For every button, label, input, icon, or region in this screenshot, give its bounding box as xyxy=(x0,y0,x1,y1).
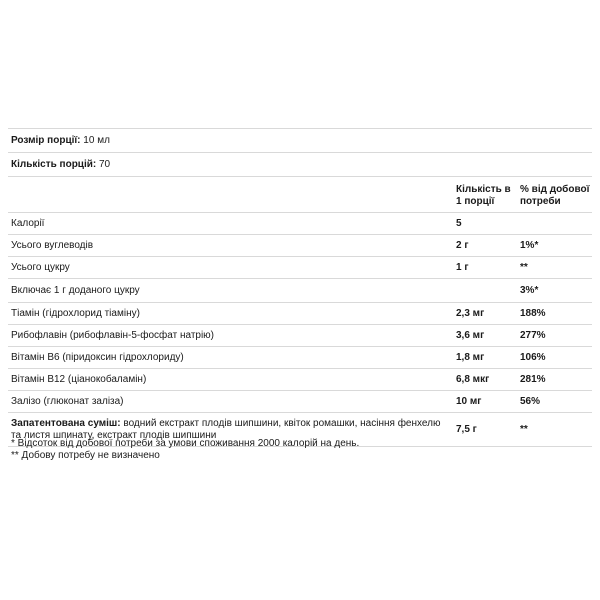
footnote-daily-value: * Відсоток від добової потреби за умови споживання 2000 калорій на день. xyxy=(11,438,360,449)
row-amount: 1 г xyxy=(456,261,469,273)
table-row xyxy=(8,369,592,391)
row-percent: ** xyxy=(520,261,528,273)
supplement-facts-table xyxy=(8,128,592,447)
table-row xyxy=(8,391,592,413)
row-amount: 6,8 мкг xyxy=(456,373,490,385)
serving-size-value: 10 мл xyxy=(83,135,110,146)
row-name: Вітамін B12 (ціанокобаламін) xyxy=(11,373,147,385)
row-percent: 56% xyxy=(520,395,541,407)
row-amount: 3,6 мг xyxy=(456,329,485,341)
row-name: Калорії xyxy=(11,217,45,229)
row-amount: 2 г xyxy=(456,239,469,251)
blend-ingredients: водний екстракт плодів шипшини, квіток ромашки, насіння фенхелю та листя шпинату, екстракт плодів шипшини xyxy=(11,418,441,441)
table-row xyxy=(8,279,592,303)
serving-size-label: Розмір порції: xyxy=(11,135,81,146)
row-percent: 277% xyxy=(520,329,546,341)
table-row xyxy=(8,213,592,235)
row-amount: 10 мг xyxy=(456,395,482,407)
table-row xyxy=(8,347,592,369)
row-name: Включає 1 г доданого цукру xyxy=(11,284,140,296)
row-name: Усього цукру xyxy=(11,261,70,273)
table-row xyxy=(8,325,592,347)
servings-count-label: Кількість порцій: xyxy=(11,159,97,170)
footnote-not-established: ** Добову потребу не визначено xyxy=(11,450,160,461)
row-percent: 281% xyxy=(520,373,546,385)
servings-count-row xyxy=(8,153,592,177)
table-row xyxy=(8,257,592,279)
row-amount: 2,3 мг xyxy=(456,307,485,319)
servings-count-value: 70 xyxy=(99,159,111,170)
row-percent: 3%* xyxy=(520,284,539,296)
row-name: Усього вуглеводів xyxy=(11,239,94,251)
row-percent: 188% xyxy=(520,307,546,319)
row-percent: 106% xyxy=(520,351,546,363)
footnotes xyxy=(11,438,581,462)
serving-size-row xyxy=(8,129,592,153)
blend-amount: 7,5 г xyxy=(456,424,477,435)
row-name: Рибофлавін (рибофлавін-5-фосфат натрію) xyxy=(11,329,215,341)
blend-label: Запатентована суміш: xyxy=(11,418,121,429)
row-percent: 1%* xyxy=(520,239,539,251)
table-row xyxy=(8,303,592,325)
row-name: Тіамін (гідрохлорид тіаміну) xyxy=(11,307,140,319)
row-name: Вітамін B6 (піридоксин гідрохлориду) xyxy=(11,351,184,363)
table-row xyxy=(8,235,592,257)
blend-percent: ** xyxy=(520,424,528,435)
row-amount: 5 xyxy=(456,217,462,229)
header-percent: % від добової потреби xyxy=(520,184,590,207)
row-name: Залізо (глюконат заліза) xyxy=(11,395,124,407)
header-amount: Кількість в 1 порції xyxy=(456,184,511,207)
row-amount: 1,8 мг xyxy=(456,351,485,363)
table-header xyxy=(8,177,592,213)
